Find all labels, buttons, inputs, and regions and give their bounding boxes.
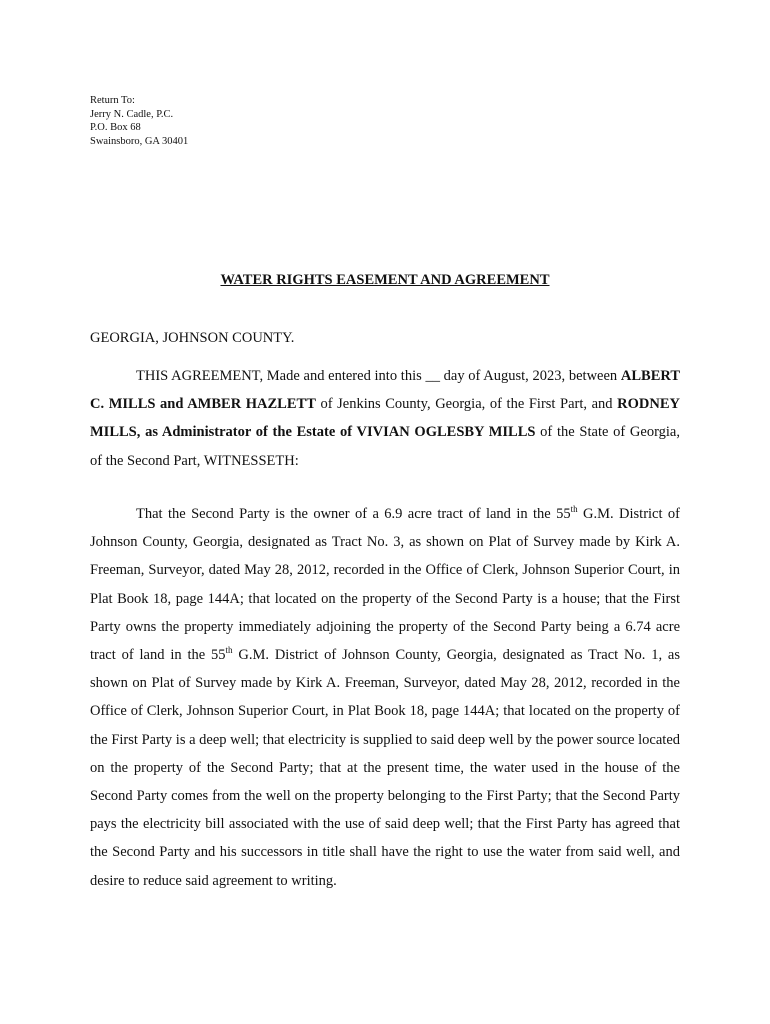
agreement-paragraph [90,362,680,475]
second-party-description: of the State of Georgia, of the Second Part, WITNESSETH: [90,424,680,469]
return-to-name: Jerry N. Cadle, P.C. [90,108,174,120]
first-party-description: of Jenkins County, Georgia, of the First Part, and [315,396,618,413]
return-address-block [90,94,188,148]
first-party-names: ALBERT C. MILLS and AMBER HAZLETT [90,368,680,413]
recital-text-2: G.M. District of Johnson County, Georgia, designated as Tract No. 3, as shown on Plat of Survey made by Kirk A. Freeman, Surveyor, dated May 28, 2012, recorded in the Office of Clerk, Johnson Superior Court, in Plat Book 18, page 144A; that located on the property of the Second Party is a house; that the First Party owns the property immediately adjoining the property of the Second Party being a 6.74 acre tract of land in the 55 [90,506,680,664]
recital-text-1: That the Second Party is the owner of a 6.9 acre tract of land in the 55 [136,506,571,522]
document-title: WATER RIGHTS EASEMENT AND AGREEMENT [220,272,550,288]
return-to-po-box: P.O. Box 68 [90,122,141,133]
return-to-city: Swainsboro, GA 30401 [90,135,189,147]
ordinal-suffix: th [570,504,578,515]
agreement-intro: THIS AGREEMENT, Made and entered into this __ day of August, 2023, between [136,368,621,384]
county-line: GEORGIA, JOHNSON COUNTY. [90,330,295,346]
recital-text-3: G.M. District of Johnson County, Georgia, designated as Tract No. 1, as shown on Plat of Survey made by Kirk A. Freeman, Surveyor, dated May 28, 2012, recorded in the Office of Clerk, Johnson Superior Court, in Plat Book 18, page 144A; that located on the property of the First Party is a deep well; that electricity is supplied to said deep well by the power source located on the property of the Second Party; that at the present time, the water used in the house of the Second Party comes from the well on the property belonging to the First Party; that the Second Party pays the electricity bill associated with the use of said deep well; that the First Party has agreed that the Second Party and his successors in title shall have the right to use the water from said well, and desire to reduce said agreement to writing. [90,647,681,889]
return-to-heading: Return To: [90,95,135,106]
ordinal-suffix: th [225,645,233,656]
recital-paragraph [90,500,680,895]
second-party-names: RODNEY MILLS, as Administrator of the Estate of VIVIAN OGLESBY MILLS [90,396,680,441]
